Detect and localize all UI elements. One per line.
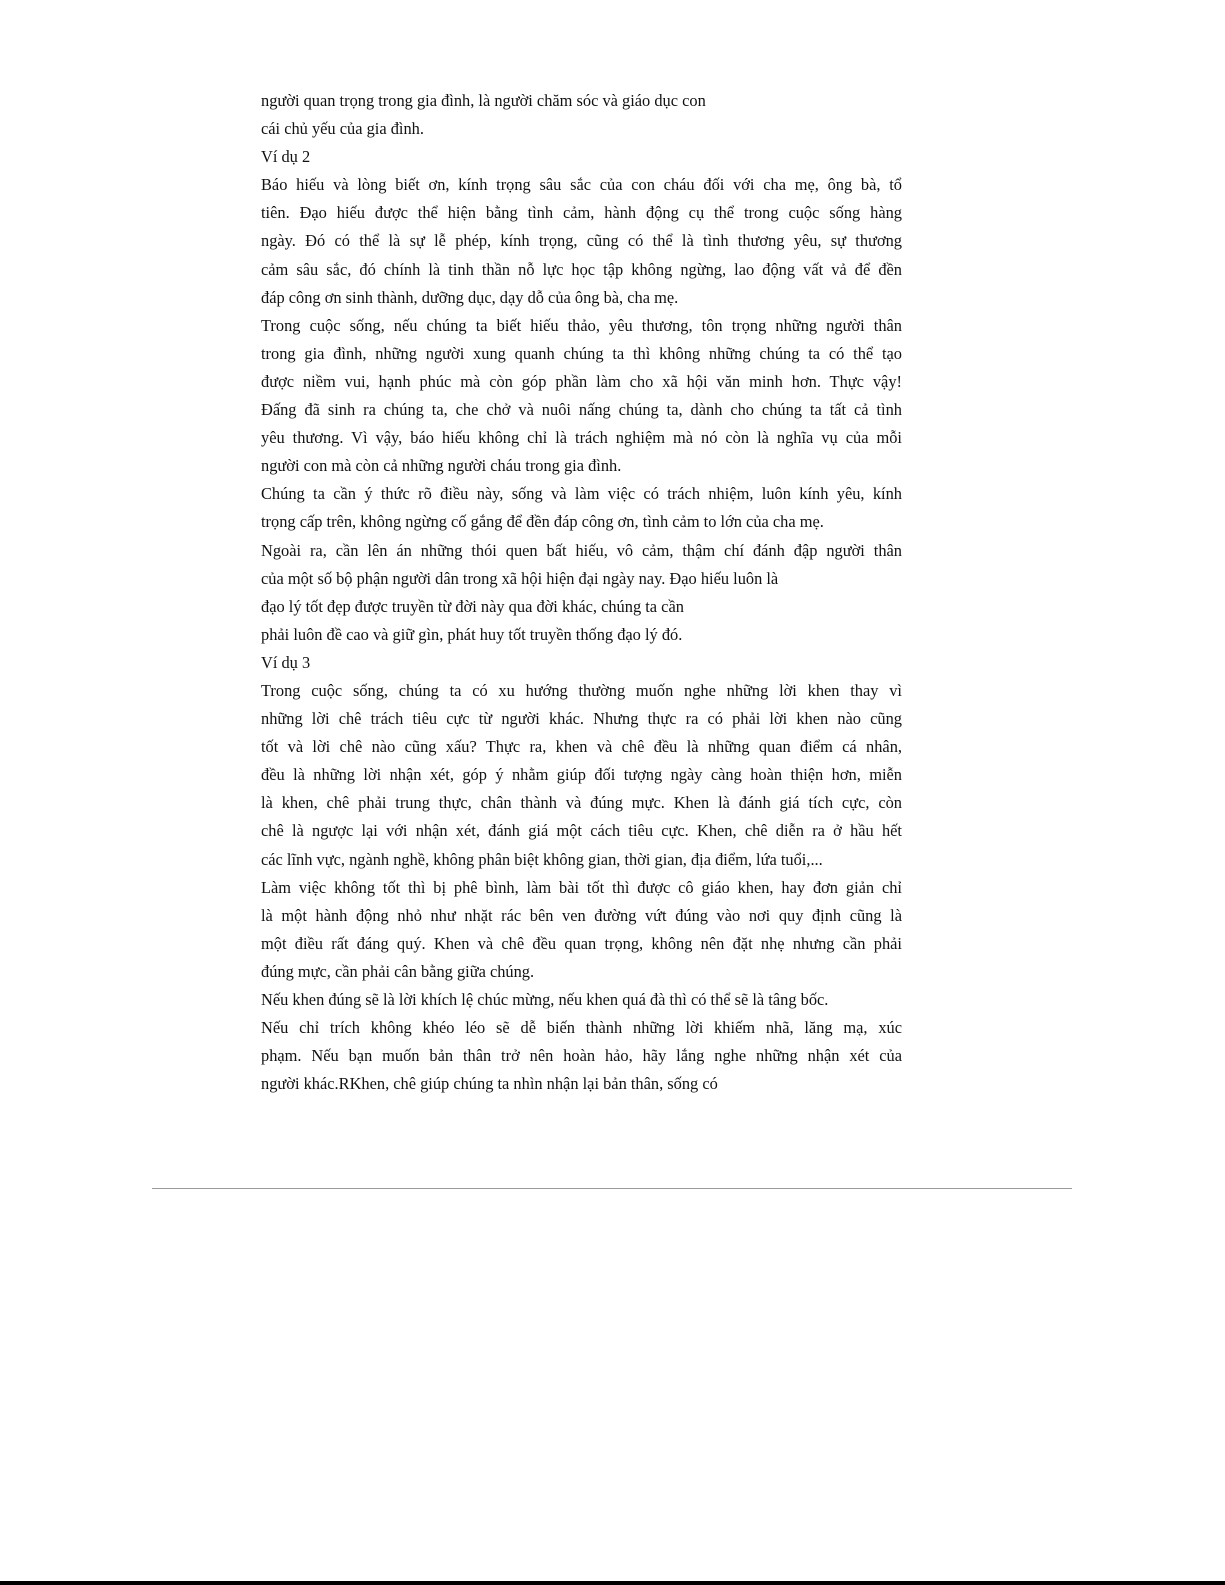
text-line: Chúng ta cần ý thức rõ điều này, sống và làm việc có trách nhiệm, luôn kính yêu, kính xyxy=(261,484,902,504)
document-body xyxy=(261,87,902,1098)
text-line: Ví dụ 2 xyxy=(261,147,311,167)
text-line: Nếu chỉ trích không khéo léo sẽ dễ biến thành những lời khiếm nhã, lăng mạ, xúc xyxy=(261,1018,902,1038)
text-line: đúng mực, cần phải cân bằng giữa chúng. xyxy=(261,961,535,981)
text-line: các lĩnh vực, ngành nghề, không phân biệt không gian, thời gian, địa điểm, lứa tuổi,... xyxy=(261,849,823,869)
text-line: người con mà còn cả những người cháu trong gia đình. xyxy=(261,456,622,476)
text-line: tiên. Đạo hiếu được thể hiện bằng tình cảm, hành động cụ thể trong cuộc sống hàng xyxy=(261,203,902,223)
text-line: của một số bộ phận người dân trong xã hội hiện đại ngày nay. Đạo hiếu luôn là xyxy=(261,568,779,588)
text-line: Nếu khen đúng sẽ là lời khích lệ chúc mừng, nếu khen quá đà thì có thể sẽ là tâng bốc. xyxy=(261,990,829,1009)
text-line: một điều rất đáng quý. Khen và chê đều quan trọng, không nên đặt nhẹ nhưng cần phải xyxy=(261,933,902,953)
text-line: đạo lý tốt đẹp được truyền từ đời này qua đời khác, chúng ta cần xyxy=(261,596,684,616)
text-line: yêu thương. Vì vậy, báo hiếu không chỉ là trách nghiệm mà nó còn là nghĩa vụ của mỗi xyxy=(261,428,902,448)
text-line: là một hành động nhỏ như nhặt rác bên ven đường vứt đúng vào nơi quy định cũng là xyxy=(261,905,902,925)
text-line: là khen, chê phải trung thực, chân thành và đúng mực. Khen là đánh giá tích cực, còn xyxy=(261,793,902,813)
text-line: người quan trọng trong gia đình, là người chăm sóc và giáo dục con xyxy=(261,91,706,110)
text-line: đáp công ơn sinh thành, dưỡng dục, dạy dỗ của ông bà, cha mẹ. xyxy=(261,287,679,307)
text-line: phạm. Nếu bạn muốn bản thân trở nên hoàn hảo, hãy lắng nghe những nhận xét của xyxy=(261,1046,902,1066)
text-line: cảm sâu sắc, đó chính là tinh thần nỗ lực học tập không ngừng, lao động vất vả để đền xyxy=(261,259,902,279)
text-line: được niềm vui, hạnh phúc mà còn góp phần làm cho xã hội văn minh hơn. Thực vậy! xyxy=(261,371,902,391)
text-line: Trong cuộc sống, nếu chúng ta biết hiếu thảo, yêu thương, tôn trọng những người thân xyxy=(261,315,902,335)
text-line: trọng cấp trên, không ngừng cố gắng để đền đáp công ơn, tình cảm to lớn của cha mẹ. xyxy=(261,512,824,532)
text-line: Làm việc không tốt thì bị phê bình, làm bài tốt thì được cô giáo khen, hay đơn giản chỉ xyxy=(261,877,902,897)
text-line: đều là những lời nhận xét, góp ý nhằm giúp đối tượng ngày càng hoàn thiện hơn, miễn xyxy=(261,765,902,785)
text-line: ngày. Đó có thể là sự lễ phép, kính trọng, cũng có thể là tình thương yêu, sự thương xyxy=(261,231,902,251)
text-line: phải luôn đề cao và giữ gìn, phát huy tốt truyền thống đạo lý đó. xyxy=(261,624,683,644)
text-line: chê là ngược lại với nhận xét, đánh giá một cách tiêu cực. Khen, chê diễn ra ở hầu hết xyxy=(261,821,902,841)
text-line: Ví dụ 3 xyxy=(261,652,311,672)
text-line: Trong cuộc sống, chúng ta có xu hướng thường muốn nghe những lời khen thay vì xyxy=(261,680,902,700)
text-line: những lời chê trách tiêu cực từ người khác. Nhưng thực ra có phải lời khen nào cũng xyxy=(261,709,902,729)
footer-divider xyxy=(152,1188,1072,1189)
text-line: Báo hiếu và lòng biết ơn, kính trọng sâu sắc của con cháu đối với cha mẹ, ông bà, tổ xyxy=(261,175,902,195)
text-line: tốt và lời chê nào cũng xấu? Thực ra, khen và chê đều là những quan điểm cá nhân, xyxy=(261,737,902,757)
text-line: trong gia đình, những người xung quanh chúng ta thì không những chúng ta có thể tạo xyxy=(261,343,902,363)
text-line: Đấng đã sinh ra chúng ta, che chở và nuôi nấng chúng ta, dành cho chúng ta tất cả tình xyxy=(261,400,902,420)
text-line: Ngoài ra, cần lên án những thói quen bất hiếu, vô cảm, thậm chí đánh đập người thân xyxy=(261,540,902,560)
bottom-edge xyxy=(0,1581,1225,1585)
text-line: người khác.RKhen, chê giúp chúng ta nhìn nhận lại bản thân, sống có xyxy=(261,1074,718,1094)
text-line: cái chủ yếu của gia đình. xyxy=(261,119,424,139)
